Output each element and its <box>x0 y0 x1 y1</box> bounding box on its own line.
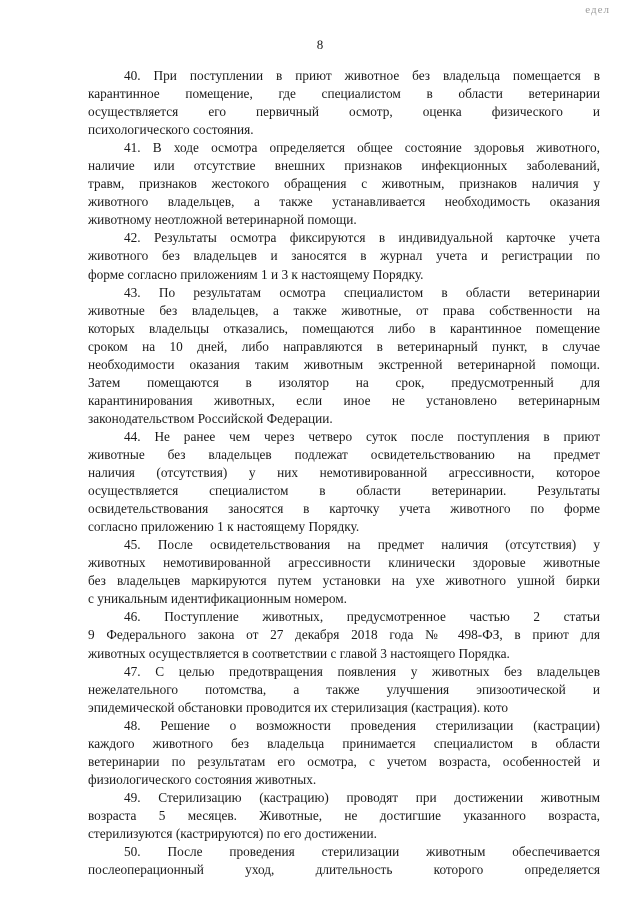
paragraph <box>88 663 600 717</box>
text-line: животного без владельцев и заносятся в журнал учета и регистрации по <box>88 248 600 264</box>
page-number: 8 <box>316 37 324 52</box>
paragraph <box>88 843 600 879</box>
text-line: послеоперационный уход, длительность которого определяется <box>88 862 600 878</box>
text-line: необходимости оказания таким животным экстренной ветеринарной помощи. <box>88 356 600 372</box>
text-line: без владельцев маркируются путем установки на ухе животного ушной бирки <box>88 573 600 589</box>
text-line: 48. Решение о возможности проведения стерилизации (кастрации) <box>124 717 600 733</box>
text-line: освидетельствования заносятся в карточку учета животного по форме <box>88 501 600 517</box>
text-line: животные без владельцев, а также животные, от права собственности на <box>88 302 600 318</box>
paragraph <box>88 139 600 229</box>
text-line: карантинное помещение, где специалистом в области ветеринарии <box>88 86 600 102</box>
text-line: животного владельцев, а также устанавливается необходимость оказания <box>88 194 600 210</box>
text-line: согласно приложению 1 к настоящему Порядку. <box>88 519 360 535</box>
text-line: 50. После проведения стерилизации животным обеспечивается <box>124 844 600 860</box>
text-line: 46. Поступление животных, предусмотренное частью 2 статьи <box>124 609 600 625</box>
text-line: животному неотложной ветеринарной помощи. <box>88 212 357 228</box>
text-line: наличие или отсутствие внешних признаков инфекционных заболеваний, <box>88 158 600 174</box>
text-line: животные без владельцев подлежат освидетельствованию на предмет <box>88 446 600 462</box>
text-line: 47. С целью предотвращения появления у животных без владельцев <box>124 663 600 679</box>
text-line: каждого животного без владельца принимается специалистом в области <box>88 735 600 751</box>
text-line: 43. По результатам осмотра специалистом в области ветеринарии <box>124 284 600 300</box>
paragraph <box>88 284 600 428</box>
paragraph <box>88 428 600 536</box>
text-line: наличия (отсутствия) у них немотивированной агрессивности, которое <box>88 465 600 481</box>
document-body <box>88 67 600 879</box>
text-line: эпидемической обстановки проводится их стерилизация (кастрация). кото <box>88 699 509 715</box>
text-line: физиологического состояния животных. <box>88 771 317 787</box>
text-line: ветеринарии по результатам его осмотра, с учетом возраста, особенностей и <box>88 753 600 769</box>
text-line: стерилизуются (кастрируются) по его достижении. <box>88 825 377 841</box>
text-line: законодательством Российской Федерации. <box>88 410 333 426</box>
text-line: осуществляется специалистом в области ветеринарии. Результаты <box>88 483 600 499</box>
paragraph <box>88 608 600 662</box>
paragraph <box>88 536 600 608</box>
text-line: 45. После освидетельствования на предмет наличия (отсутствия) у <box>124 537 600 553</box>
text-line: карантинирования животных, если иное не установлено ветеринарным <box>88 392 600 408</box>
corner-stamp-text: едел <box>585 4 610 16</box>
text-line: Затем помещаются в изолятор на срок, предусмотренный для <box>88 374 600 390</box>
text-line: сроком на 10 дней, либо направляются в ветеринарный пункт, в случае <box>88 338 600 354</box>
text-line: 41. В ходе осмотра определяется общее состояние здоровья животного, <box>124 140 600 156</box>
text-line: 42. Результаты осмотра фиксируются в индивидуальной карточке учета <box>124 230 600 246</box>
text-line: травм, признаков жестокого обращения с животным, признаков наличия у <box>88 176 600 192</box>
paragraph <box>88 789 600 843</box>
text-line: с уникальным идентификационным номером. <box>88 591 347 607</box>
text-line: нежелательного потомства, а также улучшения эпизоотической и <box>88 681 600 697</box>
text-line: 49. Стерилизацию (кастрацию) проводят при достижении животным <box>124 789 600 805</box>
text-line: 44. Не ранее чем через четверо суток после поступления в приют <box>124 428 600 444</box>
text-line: которых владельцы отказались, помещаются либо в карантинное помещение <box>88 320 600 336</box>
text-line: форме согласно приложениям 1 и 3 к настоящему Порядку. <box>88 266 424 282</box>
paragraph <box>88 717 600 789</box>
text-line: 40. При поступлении в приют животное без владельца помещается в <box>124 68 600 83</box>
text-line: 9 Федерального закона от 27 декабря 2018 года № 498-ФЗ, в приют для <box>88 627 600 643</box>
text-line: осуществляется его первичный осмотр, оценка физического и <box>88 104 600 120</box>
text-line: животных немотивированной агрессивности клинически здоровые животные <box>88 555 600 571</box>
paragraph <box>88 67 600 139</box>
paragraph <box>88 229 600 283</box>
text-line: возраста 5 месяцев. Животные, не достигшие указанного возраста, <box>88 807 600 823</box>
text-line: психологического состояния. <box>88 122 254 138</box>
text-line: животных осуществляется в соответствии с главой 3 настоящего Порядка. <box>88 645 510 661</box>
